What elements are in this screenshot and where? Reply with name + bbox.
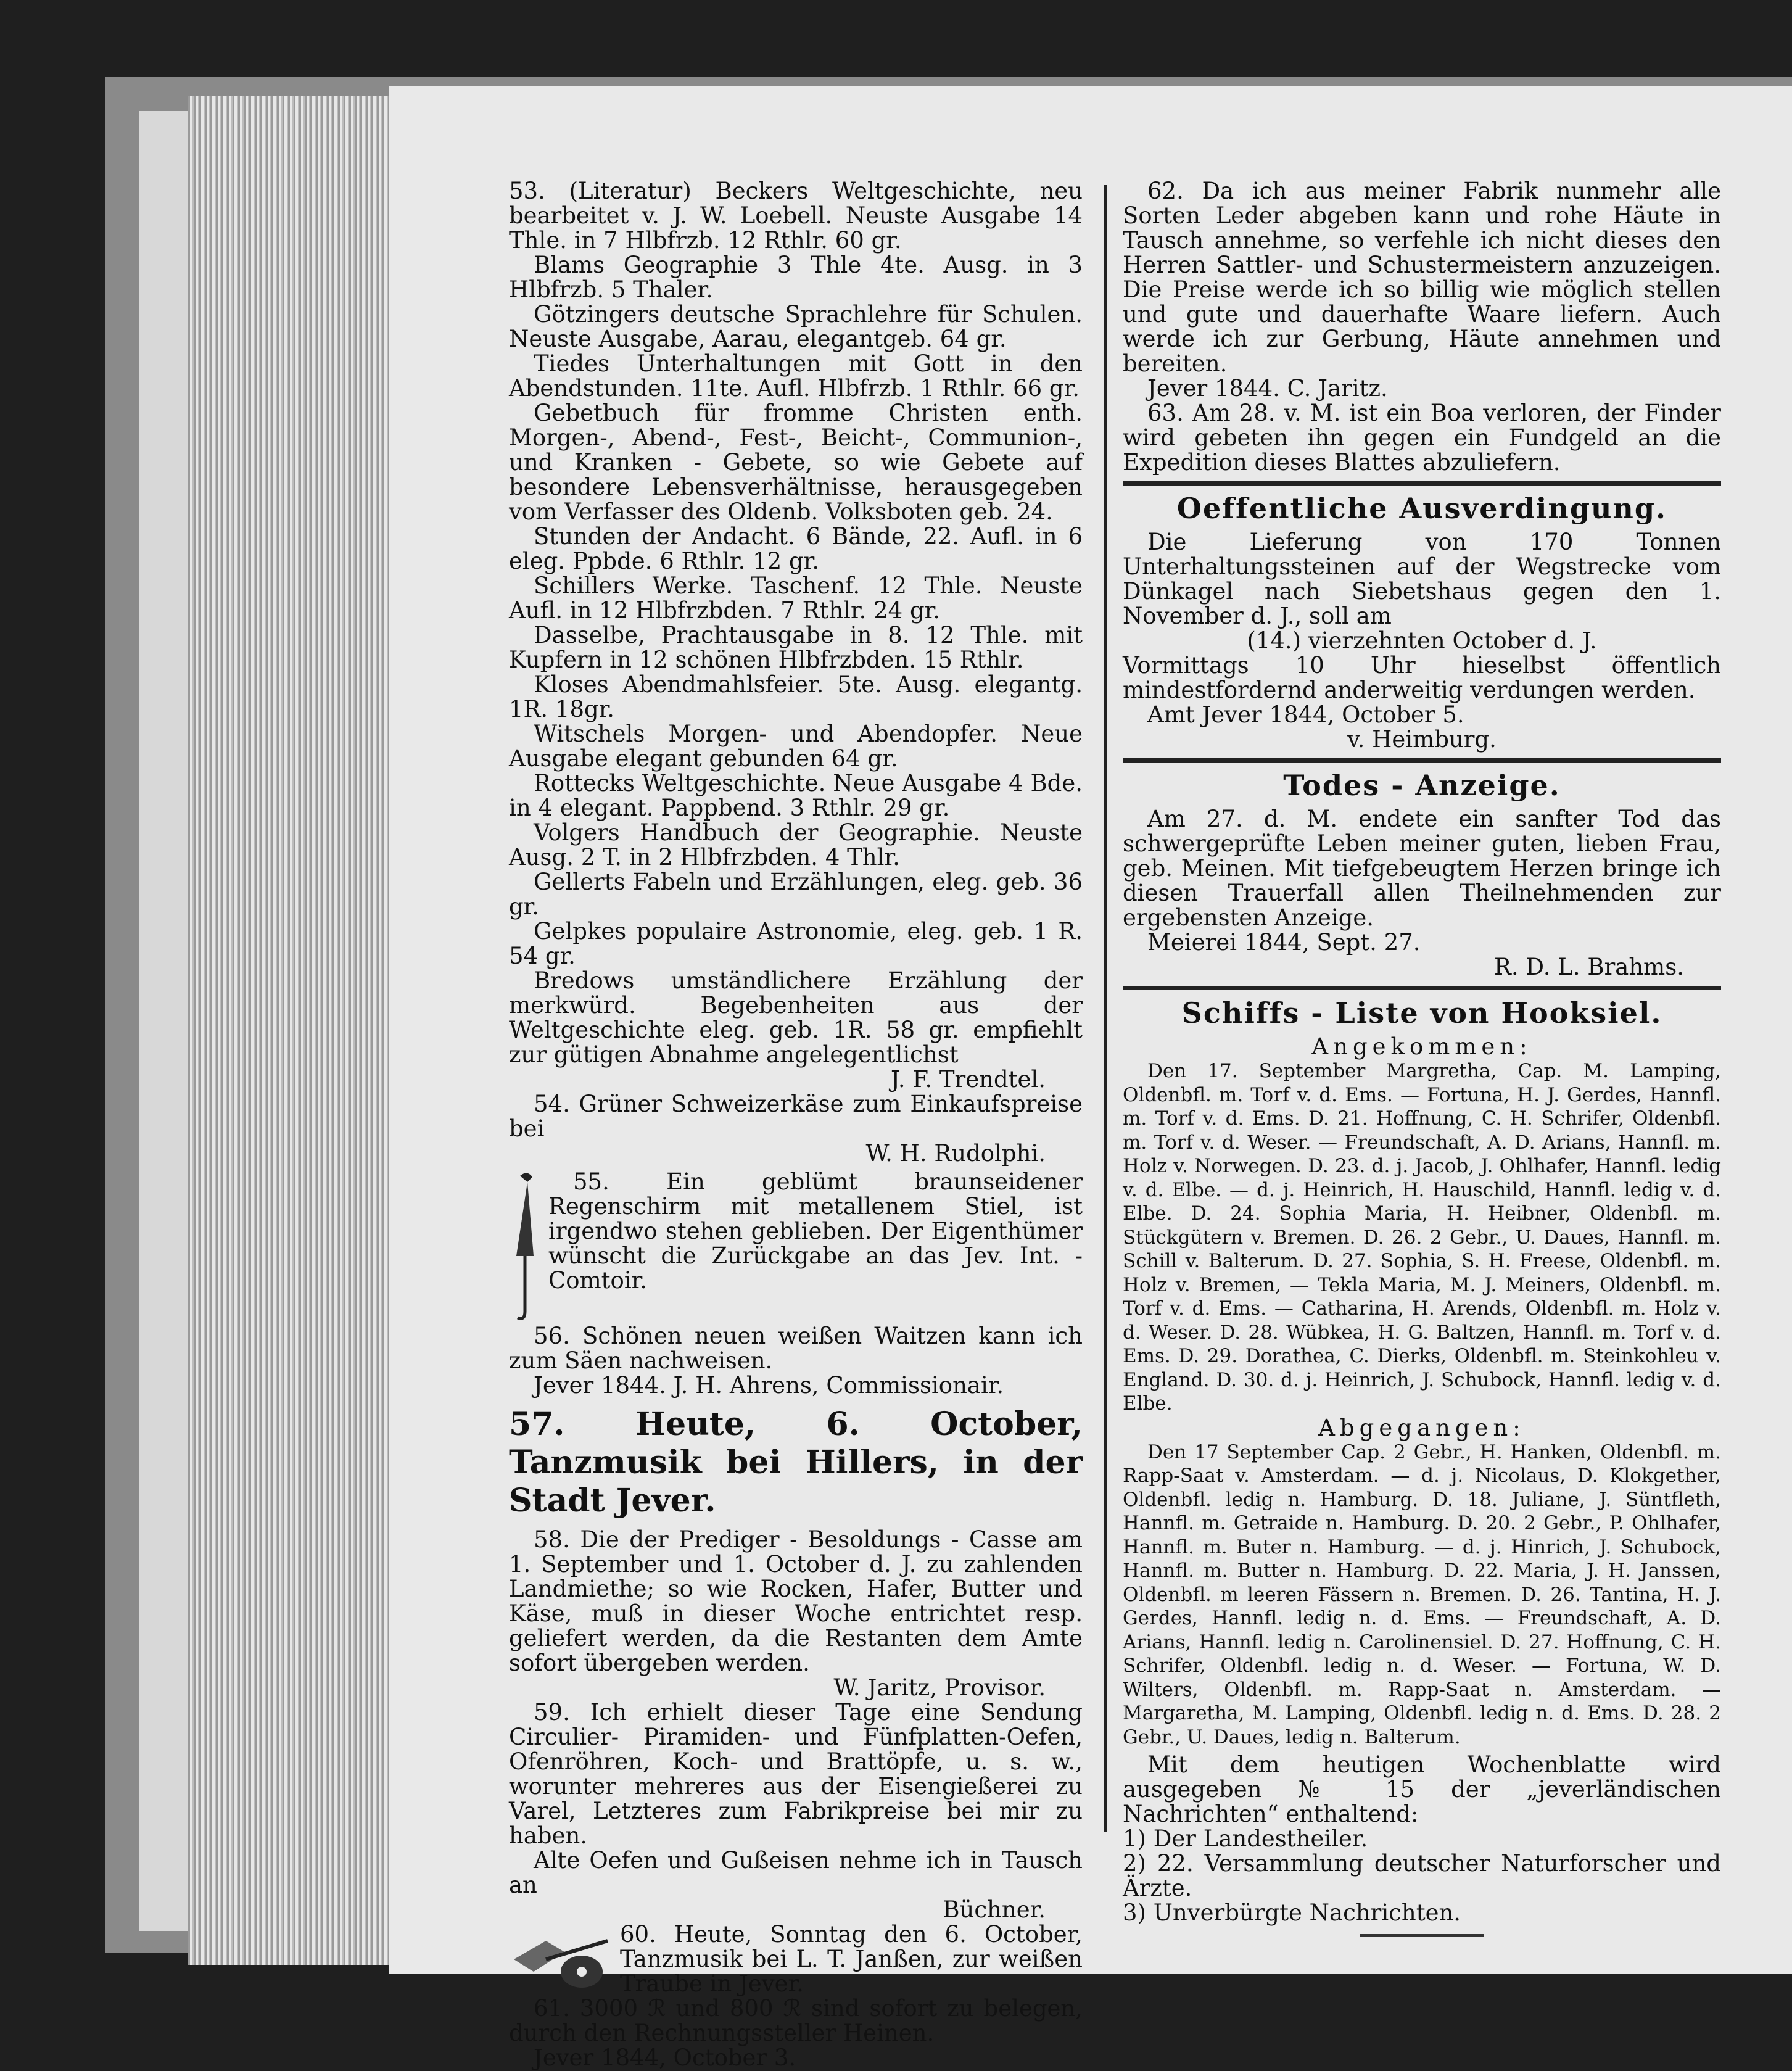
book-spine-edge [139,111,188,1931]
ad-gebetbuch: Gebetbuch für fromme Christen enth. Morgen-, Abend-, Fest-, Beicht-, Communion-, und Kranken - Gebete, so wie Gebete auf besondere Lebensverhältnisse, herausgegeben vom Verfasser des Oldenb. Volksboten geb. 24. [509,400,1083,525]
ad-gellert: Gellerts Fabeln und Erzählungen, eleg. geb. 36 gr. [509,869,1083,920]
ad-tiede: Tiedes Unterhaltungen mit Gott in den Abendstunden. 11te. Aufl. Hlbfrzb. 1 Rthlr. 66 gr. [509,350,1083,402]
angekommen-list: Den 17. September Margretha, Cap. M. Lamping, Oldenbfl. m. Torf v. d. Ems. — Fortuna, H. J. Gerdes, Hannfl. m. Torf v. d. Ems. D. 21. Hoffnung, C. H. Schrifer, Oldenbfl. m. Torf v. d. Weser. — Freundschaft, A. D. Arians, Hannfl. m. Holz v. Norwegen. D. 23. d. j. Jacob, J. Ohlhafer, Hannfl. ledig v. d. Elbe. — d. j. Heinrich, H. Hauschild, Hannfl. ledig v. d. Elbe. D. 24. Sophia Maria, H. Heibner, Oldenbfl. m. Stückgütern v. Bremen. D. 26. 2 Gebr., U. Daues, Hannfl. m. Schill v. Balterum. D. 27. Sophia, S. H. Freese, Oldenbfl. m. Holz v. Bremen, — Tekla Maria, M. J. Meiners, Oldenbfl. m. Torf v. d. Ems. — Catharina, H. Arends, Oldenbfl. m. Holz v. d. Weser. D. 28. Wübkea, H. G. Baltzen, Hannfl. m. Torf v. d. Ems. D. 29. Dorathea, C. Dierks, Oldenbfl. m. Steinkohleu v. England. D. 30. d. j. Heinrich, J. Schubock, Hannfl. ledig v. d. Elbe. [1123,1060,1721,1415]
ad-57-tanzmusik: 57. Heute, 6. October, Tanzmusik bei Hillers, in der Stadt Jever. [509,1405,1083,1519]
todes-anzeige-signature: R. D. L. Brahms. [1494,954,1684,980]
ad-59-tausch: Alte Oefen und Gußeisen nehme ich in Tausch an [509,1847,1083,1898]
verdingung-text-2: Vormittags 10 Uhr hieselbst öffentlich mindestfordernd anderweitig verdungen werden. [1123,652,1721,703]
ad-gelpke: Gelpkes populaire Astronomie, eleg. geb. 1 R. 54 gr. [509,918,1083,969]
ad-volger: Volgers Handbuch der Geographie. Neuste Ausg. 2 T. in 2 Hlbfrzbden. 4 Thlr. [509,819,1083,870]
verdingung-heading: Oeffentliche Ausverdingung. [1176,492,1667,525]
ad-55-block [509,1170,1083,1293]
ad-blam: Blams Geographie 3 Thle 4te. Ausg. in 3 Hlbfrzb. 5 Thaler. [509,252,1083,303]
angekommen-heading: Angekommen: [1311,1033,1532,1060]
todes-anzeige-heading: Todes - Anzeige. [1283,769,1561,802]
closing-rule [1360,1934,1484,1937]
beilage-item: 1) Der Landestheiler. [1123,1825,1368,1852]
verdingung-text: Die Lieferung von 170 Tonnen Unterhaltungssteinen auf der Wegstrecke vom Dünkagel nach Siebetshaus gegen den 1. November d. J., soll am [1123,529,1721,629]
ad-56: 56. Schönen neuen weißen Waitzen kann ich zum Säen nachweisen. [509,1323,1083,1374]
signature-jaritz: Jever 1844. C. Jaritz. [1147,375,1388,402]
todes-anzeige-text: Am 27. d. M. endete ein sanfter Tod das schwergeprüfte Leben meiner guten, lieben Frau, geb. Meinen. Mit tiefgebeugtem Herzen bringe ich diesen Trauerfall allen Theilnehmenden zur ergebensten Anzeige. [1123,806,1721,931]
ad-58: 58. Die der Prediger - Besoldungs - Casse am 1. September und 1. October d. J. zu zahlenden Landmiethe; so wie Rocken, Hafer, Butter und Käse, muß in dieser Woche entrichtet resp. geliefert werden, da die Restanten dem Amte sofort übergeben werden. [509,1526,1083,1676]
ad-62: 62. Da ich aus meiner Fabrik nunmehr alle Sorten Leder abgeben kann und rohe Häute in Tausch annehme, so verfehle ich nicht dieses den Herren Sattler- und Schustermeistern anzuzeigen. Die Preise werde ich so billig wie möglich stellen und gute und dauerhafte Waare liefern. Auch werde ich zur Gerbung, Häute annehmen und bereiten. [1123,178,1721,377]
ad-61: 61. 3000 ℛ und 800 ℛ sind sofort zu belegen, durch den Rechnungssteller Heinen. [509,1995,1083,2046]
verdingung-place: Amt Jever 1844, October 5. [1147,701,1464,728]
right-column [1123,179,1721,1937]
page-edges [188,96,392,1965]
signature-rudolphi: W. H. Rudolphi. [865,1140,1046,1167]
section-rule [1123,481,1721,486]
signature-jaritz-provisor: W. Jaritz, Provisor. [833,1674,1046,1701]
todes-anzeige-place: Meierei 1844, Sept. 27. [1147,929,1421,956]
ad-dasselbe: Dasselbe, Prachtausgabe in 8. 12 Thle. mit Kupfern in 12 schönen Hlbfrzbden. 15 Rthlr. [509,622,1083,673]
ad-bredow: Bredows umständlichere Erzählung der merkwürd. Begebenheiten aus der Weltgeschichte eleg. geb. 1R. 58 gr. empfiehlt zur gütigen Abnahme angelegentlichst [509,967,1083,1068]
left-column [509,179,1083,2070]
ad-goetzinger: Götzingers deutsche Sprachlehre für Schulen. Neuste Ausgabe, Aarau, elegantgeb. 64 gr. [509,301,1083,352]
beilage-item: 2) 22. Versammlung deutscher Naturforscher und Ärzte. [1123,1850,1721,1901]
beilage-notice: Mit dem heutigen Wochenblatte wird ausgegeben № 15 der „jeverländischen Nachrichten“ enthaltend: [1123,1751,1721,1827]
abgegangen-heading: Abgegangen: [1318,1414,1526,1441]
ad-klose: Kloses Abendmahlsfeier. 5te. Ausg. elegantg. 1R. 18gr. [509,671,1083,722]
ad-63: 63. Am 28. v. M. ist ein Boa verloren, der Finder wird gebeten ihn gegen ein Fundgeld an die Expedition dieses Blattes abzuliefern. [1123,400,1721,476]
ad-60: 60. Heute, Sonntag den 6. October, Tanzmusik bei L. T. Janßen, zur weißen Traube in Jever. [620,1921,1083,1997]
signature-jever-oct3: Jever 1844, October 3. [534,2044,796,2071]
schiffs-liste-heading: Schiffs - Liste von Hooksiel. [1181,996,1662,1030]
ad-witschel: Witschels Morgen- und Abendopfer. Neue Ausgabe elegant gebunden 64 gr. [509,721,1083,772]
beilage-contents [1123,1827,1721,1925]
ad-59: 59. Ich erhielt dieser Tage eine Sendung Circulier- Piramiden- und Fünfplatten-Oefen, Ofenröhren, Koch- und Brattöpfe, u. s. w., worunter mehreres aus der Eisengießerei zu Varel, Letzteres zum Fabrikpreise bei mir zu haben. [509,1699,1083,1849]
column-divider [1104,185,1107,1832]
umbrella-icon [509,1170,541,1324]
verdingung-signature: v. Heimburg. [1347,726,1497,753]
ad-stunden: Stunden der Andacht. 6 Bände, 22. Aufl. in 6 eleg. Ppbde. 6 Rthlr. 12 gr. [509,523,1083,574]
verdingung-date: (14.) vierzehnten October d. J. [1247,627,1597,654]
beilage-item: 3) Unverbürgte Nachrichten. [1123,1899,1461,1926]
signature-ahrens: Jever 1844. J. H. Ahrens, Commissionair. [534,1372,1004,1399]
ad-schiller: Schillers Werke. Taschenf. 12 Thle. Neuste Aufl. in 12 Hlbfrzbden. 7 Rthlr. 24 gr. [509,573,1083,624]
section-rule [1123,758,1721,763]
ad-60-block [509,1922,1083,1996]
abgegangen-list: Den 17 September Cap. 2 Gebr., H. Hanken, Oldenbfl. m. Rapp-Saat v. Amsterdam. — d. j. Nicolaus, D. Klokgether, Oldenbfl. ledig n. Hamburg. D. 18. Juliane, J. Süntfleth, Hannfl. m. Getraide n. Hamburg. D. 20. 2 Gebr., P. Ohlhafer, Hannfl. m. Buter n. Hamburg. — d. j. Hinrich, J. Schubock, Hannfl. m. Butter n. Hamburg. D. 22. Maria, J. H. Janssen, Oldenbfl. m leeren Fässern n. Bremen. D. 26. Tantina, H. J. Gerdes, Hannfl. ledig n. d. Ems. — Freundschaft, A. D. Arians, Hannfl. ledig n. Carolinensiel. D. 27. Hoffnung, C. H. Schrifer, Oldenbfl. ledig n. d. Weser. — Fortuna, W. D. Wilters, Oldenbfl. m. Rapp-Saat n. Amsterdam. — Margaretha, M. Lamping, Oldenbfl. ledig n. d. Ems. D. 28. 2 Gebr., U. Daues, ledig n. Balterum. [1123,1441,1721,1748]
ad-55: 55. Ein geblümt braunseidener Regenschirm mit metallenem Stiel, ist irgendwo stehen geblieben. Der Eigenthümer wünscht die Zurückgabe an das Jev. Int. - Comtoir. [548,1168,1083,1294]
section-rule [1123,986,1721,990]
ad-rotteck: Rottecks Weltgeschichte. Neue Ausgabe 4 Bde. in 4 elegant. Pappbend. 3 Rthlr. 29 gr. [509,770,1083,821]
ad-53: 53. (Literatur) Beckers Weltgeschichte, neu bearbeitet v. J. W. Loebell. Neuste Ausgabe 14 Thle. in 7 Hlbfrzb. 12 Rthlr. 60 gr. [509,178,1083,254]
ad-54: 54. Grüner Schweizerkäse zum Einkaufspreise bei [509,1091,1083,1142]
signature-buechner: Büchner. [943,1896,1046,1923]
signature-trendtel: J. F. Trendtel. [890,1066,1046,1093]
guitar-icon [509,1922,614,1995]
